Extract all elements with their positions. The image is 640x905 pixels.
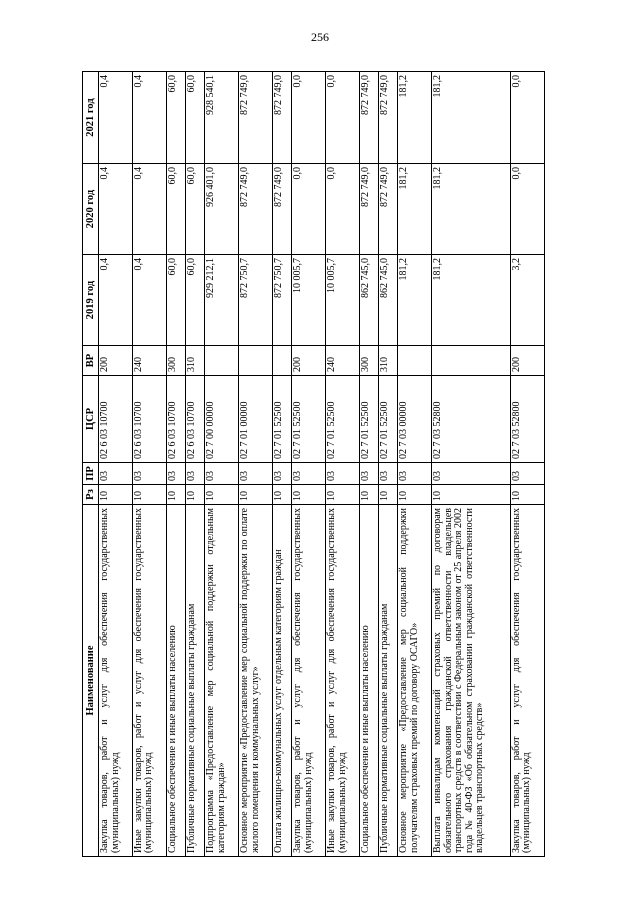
header-csr: ЦСР (83, 376, 99, 463)
header-2020: 2020 год (83, 164, 99, 255)
cell-rz: 10 (326, 485, 360, 505)
table-row (273, 72, 292, 857)
cell-vr: 240 (132, 346, 166, 376)
cell-name: Подпрограмма «Предоставление мер социальной поддержки отдельным категориям граждан» (205, 505, 239, 857)
cell-2020: 181,2 (398, 164, 432, 255)
rotated-table-container (82, 72, 545, 857)
cell-2020: 0,0 (292, 164, 326, 255)
cell-vr: 200 (292, 346, 326, 376)
cell-pr: 03 (239, 463, 273, 485)
cell-pr: 03 (273, 463, 292, 485)
cell-vr: 310 (186, 346, 205, 376)
cell-name: Закупка товаров, работ и услуг для обеспечения государственных (муниципальных) нужд (510, 505, 544, 857)
cell-2019: 0,4 (132, 255, 166, 346)
cell-rz: 10 (99, 485, 133, 505)
cell-csr: 02 7 01 52500 (360, 376, 379, 463)
table-row (379, 72, 398, 857)
table-row (510, 72, 544, 857)
cell-name: Основное мероприятие «Предоставление мер социальной поддержки по оплате жилого помещения и коммунальных услуг» (239, 505, 273, 857)
cell-2020: 0,0 (510, 164, 544, 255)
table-header-row (83, 72, 99, 857)
cell-rz: 10 (239, 485, 273, 505)
cell-2019: 862 745,0 (379, 255, 398, 346)
header-name: Наименование (83, 505, 99, 857)
table-row (186, 72, 205, 857)
table-row (205, 72, 239, 857)
table-row (398, 72, 432, 857)
table-row (239, 72, 273, 857)
cell-name: Социальное обеспечение и иные выплаты населению (360, 505, 379, 857)
budget-table (82, 71, 545, 857)
cell-csr: 02 6 03 10700 (166, 376, 185, 463)
cell-rz: 10 (379, 485, 398, 505)
cell-2021: 872 749,0 (379, 72, 398, 164)
cell-pr: 03 (360, 463, 379, 485)
cell-name: Публичные нормативные социальные выплаты гражданам (186, 505, 205, 857)
cell-vr: 310 (379, 346, 398, 376)
cell-2019: 181,2 (398, 255, 432, 346)
cell-vr: 200 (510, 346, 544, 376)
table-row (360, 72, 379, 857)
cell-2021: 872 749,0 (239, 72, 273, 164)
cell-csr: 02 7 01 52500 (292, 376, 326, 463)
cell-name: Публичные нормативные социальные выплаты гражданам (379, 505, 398, 857)
cell-vr: 300 (166, 346, 185, 376)
cell-rz: 10 (132, 485, 166, 505)
cell-2020: 872 749,0 (379, 164, 398, 255)
cell-2020: 872 749,0 (239, 164, 273, 255)
cell-csr: 02 7 01 00000 (239, 376, 273, 463)
cell-vr (239, 346, 273, 376)
cell-2019: 872 750,7 (239, 255, 273, 346)
cell-2021: 872 749,0 (273, 72, 292, 164)
cell-2021: 0,0 (326, 72, 360, 164)
cell-pr: 03 (432, 463, 511, 485)
cell-csr: 02 7 03 52800 (432, 376, 511, 463)
cell-2019: 3,2 (510, 255, 544, 346)
cell-2020: 60,0 (186, 164, 205, 255)
cell-2019: 60,0 (166, 255, 185, 346)
cell-pr: 03 (99, 463, 133, 485)
cell-2019: 872 750,7 (273, 255, 292, 346)
cell-csr: 02 7 00 00000 (205, 376, 239, 463)
cell-pr: 03 (132, 463, 166, 485)
cell-csr: 02 7 01 52500 (379, 376, 398, 463)
cell-pr: 03 (379, 463, 398, 485)
cell-2020: 181,2 (432, 164, 511, 255)
cell-rz: 10 (292, 485, 326, 505)
cell-2019: 10 005,7 (292, 255, 326, 346)
cell-2020: 60,0 (166, 164, 185, 255)
cell-2021: 0,4 (99, 72, 133, 164)
cell-rz: 10 (398, 485, 432, 505)
cell-name: Закупка товаров, работ и услуг для обеспечения государственных (муниципальных) нужд (292, 505, 326, 857)
cell-2021: 181,2 (432, 72, 511, 164)
cell-2021: 0,4 (132, 72, 166, 164)
cell-vr (432, 346, 511, 376)
cell-name: Выплата инвалидам компенсаций страховых премий по договорам обязательного страхования гражданской ответственности владельцев транспортных средств в соответствии с Федеральным законом от 25 апреля 2002 года № 40-ФЗ «Об обязательном страховании гражданской ответственности владельцев транспортных средств» (432, 505, 511, 857)
table-row (326, 72, 360, 857)
cell-pr: 03 (510, 463, 544, 485)
cell-2021: 928 540,1 (205, 72, 239, 164)
header-pr: ПР (83, 463, 99, 485)
cell-csr: 02 7 01 52500 (273, 376, 292, 463)
cell-2019: 0,4 (99, 255, 133, 346)
cell-2019: 60,0 (186, 255, 205, 346)
cell-2019: 10 005,7 (326, 255, 360, 346)
cell-rz: 10 (186, 485, 205, 505)
cell-2019: 929 212,1 (205, 255, 239, 346)
cell-rz: 10 (166, 485, 185, 505)
cell-csr: 02 7 01 52500 (326, 376, 360, 463)
cell-2020: 0,4 (132, 164, 166, 255)
cell-2020: 0,4 (99, 164, 133, 255)
table-row (99, 72, 133, 857)
cell-pr: 03 (398, 463, 432, 485)
cell-2021: 0,0 (510, 72, 544, 164)
cell-name: Иные закупки товаров, работ и услуг для обеспечения государственных (муниципальных) нужд (132, 505, 166, 857)
cell-csr: 02 6 03 10700 (132, 376, 166, 463)
cell-vr: 200 (99, 346, 133, 376)
header-2021: 2021 год (83, 72, 99, 164)
cell-rz: 10 (432, 485, 511, 505)
cell-pr: 03 (292, 463, 326, 485)
cell-vr: 300 (360, 346, 379, 376)
cell-2021: 872 749,0 (360, 72, 379, 164)
table-row (166, 72, 185, 857)
cell-2021: 60,0 (186, 72, 205, 164)
cell-vr (273, 346, 292, 376)
cell-pr: 03 (186, 463, 205, 485)
cell-2019: 862 745,0 (360, 255, 379, 346)
cell-vr (398, 346, 432, 376)
table-row (292, 72, 326, 857)
cell-vr: 240 (326, 346, 360, 376)
header-vr: ВР (83, 346, 99, 376)
cell-2020: 0,0 (326, 164, 360, 255)
cell-csr: 02 6 03 10700 (99, 376, 133, 463)
cell-pr: 03 (326, 463, 360, 485)
cell-csr: 02 6 03 10700 (186, 376, 205, 463)
cell-2020: 872 749,0 (273, 164, 292, 255)
cell-name: Социальное обеспечение и иные выплаты населению (166, 505, 185, 857)
cell-pr: 03 (205, 463, 239, 485)
cell-2021: 181,2 (398, 72, 432, 164)
cell-csr: 02 7 03 52800 (510, 376, 544, 463)
cell-name: Закупка товаров, работ и услуг для обеспечения государственных (муниципальных) нужд (99, 505, 133, 857)
header-2019: 2019 год (83, 255, 99, 346)
cell-rz: 10 (205, 485, 239, 505)
page-number: 256 (311, 30, 329, 44)
table-row (132, 72, 166, 857)
cell-rz: 10 (360, 485, 379, 505)
cell-2021: 0,0 (292, 72, 326, 164)
cell-2020: 926 401,0 (205, 164, 239, 255)
cell-2019: 181,2 (432, 255, 511, 346)
cell-name: Иные закупки товаров, работ и услуг для обеспечения государственных (муниципальных) нужд (326, 505, 360, 857)
header-rz: Рз (83, 485, 99, 505)
cell-rz: 10 (273, 485, 292, 505)
table-row (432, 72, 511, 857)
cell-name: Оплата жилищно-коммунальных услуг отдельным категориям граждан (273, 505, 292, 857)
cell-2021: 60,0 (166, 72, 185, 164)
cell-vr (205, 346, 239, 376)
cell-name: Основное мероприятие «Предоставление мер социальной поддержки получателям страховых премий по договору ОСАГО» (398, 505, 432, 857)
cell-pr: 03 (166, 463, 185, 485)
cell-rz: 10 (510, 485, 544, 505)
cell-2020: 872 749,0 (360, 164, 379, 255)
cell-csr: 02 7 03 00000 (398, 376, 432, 463)
